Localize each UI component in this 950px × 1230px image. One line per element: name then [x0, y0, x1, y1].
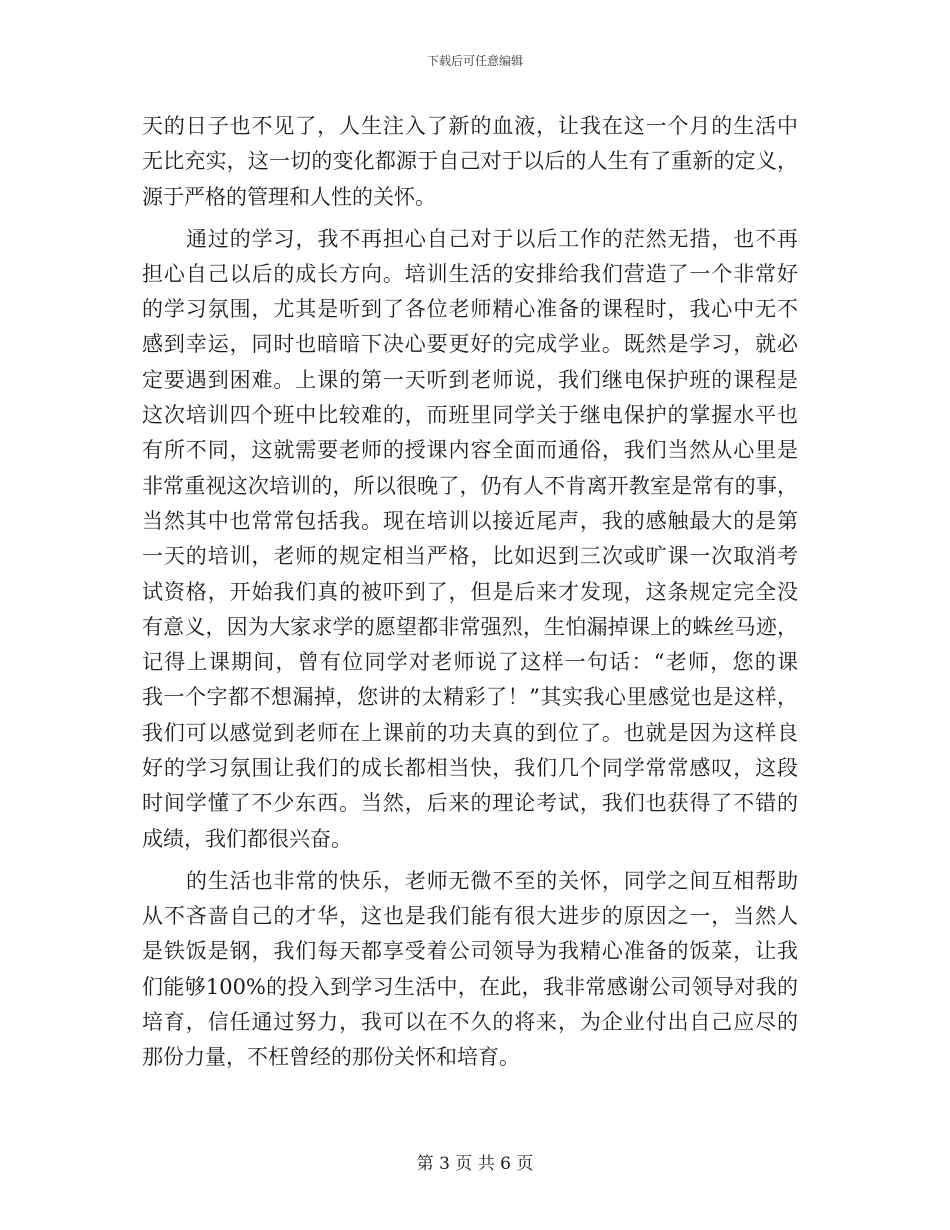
text-line: 我们可以感觉到老师在上课前的功夫真的到位了。也就是因为这样良 — [142, 720, 798, 745]
text-line: 当然其中也常常包括我。现在培训以接近尾声，我的感触最大的是第 — [142, 508, 798, 533]
text-line: 一天的培训，老师的规定相当严格，比如迟到三次或旷课一次取消考 — [142, 544, 798, 569]
text-line: 这次培训四个班中比较难的，而班里同学关于继电保护的掌握水平也 — [142, 403, 798, 428]
text-line: 培育，信任通过努力，我可以在不久的将来，为企业付出自己应尽的 — [142, 1009, 798, 1034]
text-line: 从不吝啬自己的才华，这也是我们能有很大进步的原因之一，当然人 — [142, 903, 798, 928]
text-line: 好的学习氛围让我们的成长都相当快，我们几个同学常常感叹，这段 — [142, 756, 798, 781]
text-line: 是铁饭是钢，我们每天都享受着公司领导为我精心准备的饭菜，让我 — [142, 939, 798, 964]
text-line: 非常重视这次培训的，所以很晚了，仍有人不肯离开教室是常有的事， — [142, 473, 798, 498]
text-line: 天的日子也不见了，人生注入了新的血液，让我在这一个月的生活中 — [142, 114, 798, 138]
text-line: 担心自己以后的成长方向。培训生活的安排给我们营造了一个非常好 — [142, 261, 798, 286]
paragraph — [142, 222, 798, 857]
text-line: 时间学懂了不少东西。当然，后来的理论考试，我们也获得了不错的 — [142, 791, 798, 816]
paragraph — [142, 109, 798, 215]
document-body — [142, 109, 798, 1075]
text-line: 我一个字都不想漏掉，您讲的太精彩了！”其实我心里感觉也是这样， — [142, 685, 798, 710]
text-line: 那份力量，不枉曾经的那份关怀和培育。 — [142, 1045, 520, 1070]
text-line: 定要遇到困难。上课的第一天听到老师说，我们继电保护班的课程是 — [142, 367, 798, 392]
page-header: 下载后可任意编辑 — [426, 54, 523, 68]
text-line: 的生活也非常的快乐，老师无微不至的关怀，同学之间互相帮助 — [186, 868, 798, 893]
text-line: 有意义，因为大家求学的愿望都非常强烈，生怕漏掉课上的蛛丝马迹， — [142, 614, 798, 639]
text-line: 无比充实，这一切的变化都源于自己对于以后的人生有了重新的定义， — [142, 149, 798, 174]
text-line: 有所不同，这就需要老师的授课内容全面而通俗，我们当然从心里是 — [142, 438, 798, 463]
text-line: 感到幸运，同时也暗暗下决心要更好的完成学业。既然是学习，就必 — [142, 332, 798, 357]
text-line: 成绩，我们都很兴奋。 — [142, 826, 352, 851]
page-footer: 第 3 页 共 6 页 — [416, 1154, 534, 1174]
text-line: 们能够100%的投入到学习生活中，在此，我非常感谢公司领导对我的 — [142, 974, 798, 999]
paragraph — [142, 864, 798, 1076]
text-line: 源于严格的管理和人性的关怀。 — [142, 184, 436, 209]
text-line: 通过的学习，我不再担心自己对于以后工作的茫然无措，也不再 — [186, 226, 798, 251]
text-line: 的学习氛围，尤其是听到了各位老师精心准备的课程时，我心中无不 — [142, 297, 798, 322]
text-line: 记得上课期间，曾有位同学对老师说了这样一句话：“老师，您的课 — [142, 650, 798, 675]
text-line: 试资格，开始我们真的被吓到了，但是后来才发现，这条规定完全没 — [142, 579, 798, 604]
